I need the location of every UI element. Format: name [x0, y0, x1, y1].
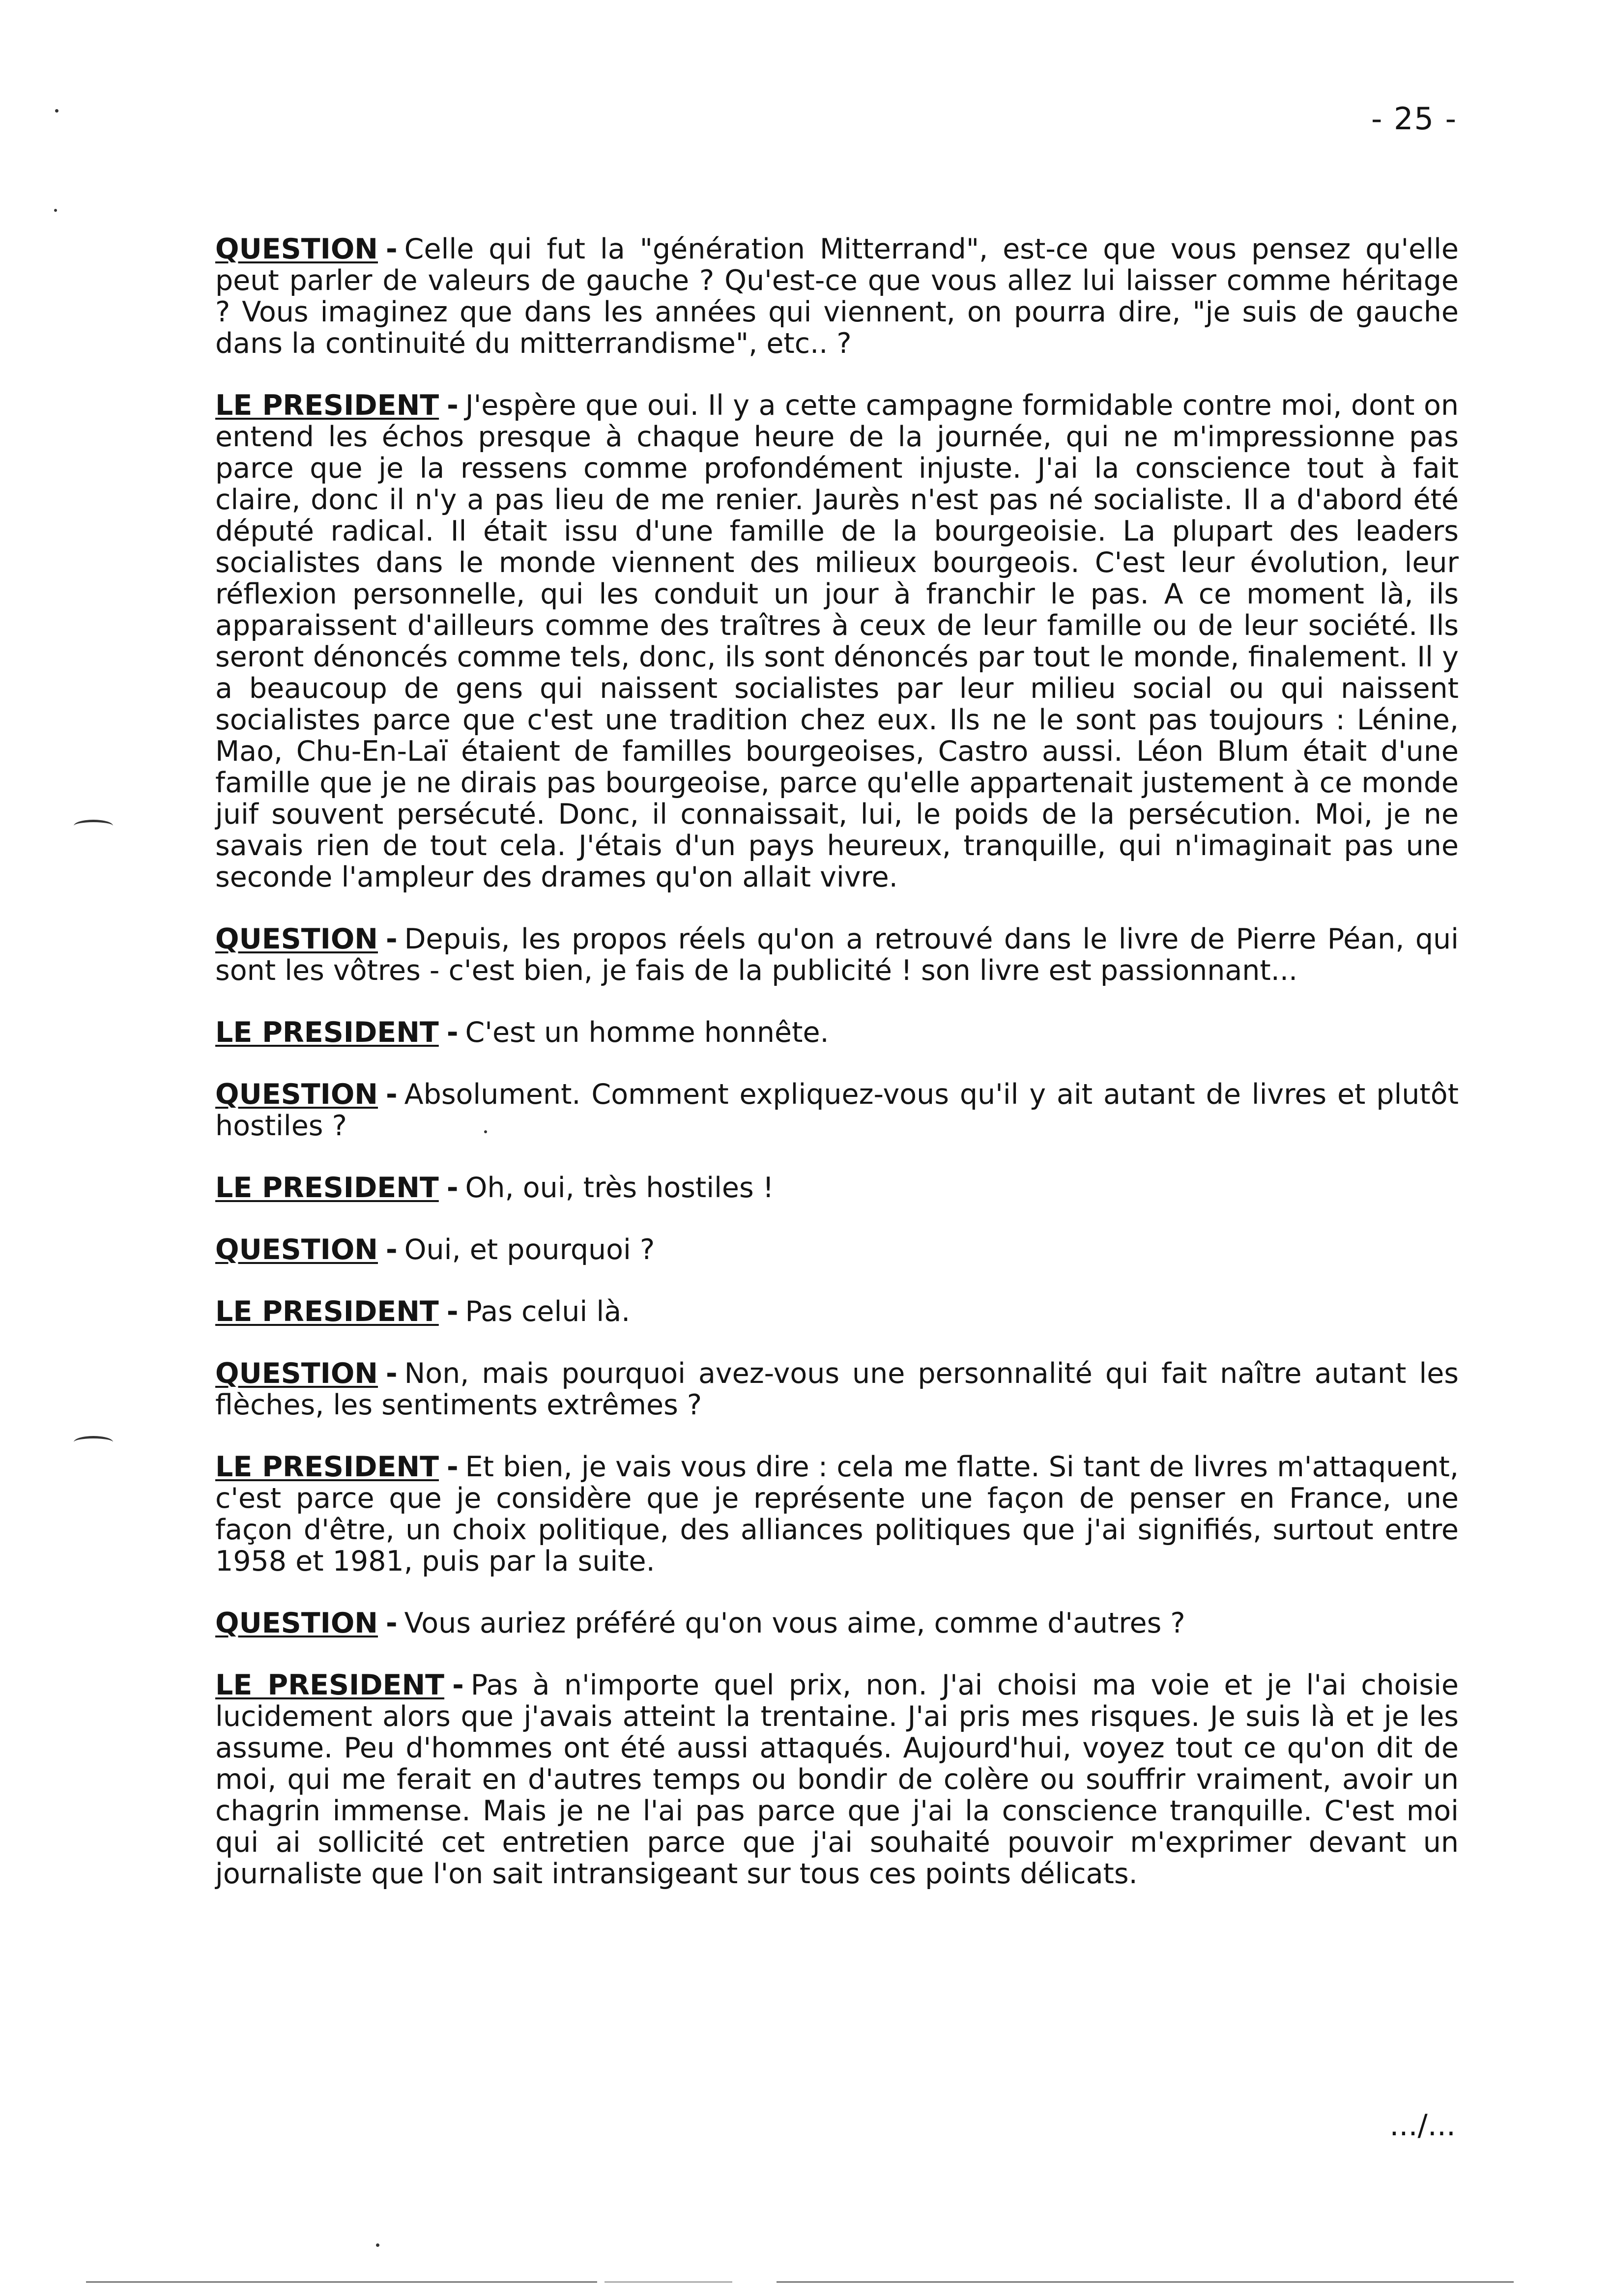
speaker-dash: - — [446, 1172, 459, 1204]
scan-mark — [74, 820, 113, 832]
dialogue-text: Oui, et pourquoi ? — [404, 1234, 655, 1266]
dialogue-paragraph — [215, 1017, 1459, 1048]
dialogue-text: Vous auriez préféré qu'on vous aime, comme d'autres ? — [404, 1607, 1185, 1639]
speaker-dash: - — [385, 1078, 398, 1111]
speaker-dash: - — [452, 1669, 464, 1701]
speaker-dash: - — [385, 923, 398, 955]
dialogue-paragraph — [215, 1234, 1459, 1265]
dialogue-paragraph — [215, 390, 1459, 893]
scan-speck — [55, 109, 58, 113]
speaker-label: LE PRESIDENT — [215, 1669, 445, 1701]
dialogue-paragraph — [215, 1358, 1459, 1421]
speaker-label: LE PRESIDENT — [215, 1295, 439, 1328]
dialogue-paragraph — [215, 1607, 1459, 1639]
speaker-label: QUESTION — [215, 1078, 378, 1111]
speaker-label: QUESTION — [215, 1234, 378, 1266]
scan-speck — [376, 2243, 379, 2247]
speaker-label: LE PRESIDENT — [215, 1016, 439, 1049]
speaker-dash: - — [446, 1295, 459, 1328]
dialogue-paragraph — [215, 1079, 1459, 1142]
speaker-label: LE PRESIDENT — [215, 1451, 439, 1483]
dialogue-text: Et bien, je vais vous dire : cela me flatte. Si tant de livres m'attaquent, c'est parce que je considère que je représente une façon de penser en France, une façon d'être, un choix politique, des alliances politiques que j'ai signifiés, surtout entre 1958 et 1981, puis par la suite. — [215, 1451, 1459, 1578]
speaker-label: QUESTION — [215, 1607, 378, 1639]
speaker-dash: - — [385, 233, 398, 265]
scan-mark — [74, 1436, 113, 1448]
continuation-mark: .../... — [1389, 2108, 1456, 2143]
dialogue-paragraph — [215, 1296, 1459, 1327]
dialogue-text: Pas celui là. — [465, 1295, 631, 1328]
dialogue-text: Oh, oui, très hostiles ! — [465, 1172, 774, 1204]
dialogue-text: Non, mais pourquoi avez-vous une personnalité qui fait naître autant les flèches, les sentiments extrêmes ? — [215, 1357, 1459, 1421]
speaker-label: QUESTION — [215, 1357, 378, 1390]
dialogue-paragraph — [215, 1172, 1459, 1204]
speaker-dash: - — [446, 1016, 459, 1049]
dialogue-paragraph — [215, 233, 1459, 359]
speaker-dash: - — [447, 389, 459, 422]
dialogue-text: Celle qui fut la "génération Mitterrand", est-ce que vous pensez qu'elle peut parler de valeurs de gauche ? Qu'est-ce que vous allez lui laisser comme héritage ? Vous imaginez que dans les années qui viennent, on pourra dire, "je suis de gauche dans la continuité du mitterrandisme", etc.. ? — [215, 233, 1459, 360]
speaker-label: LE PRESIDENT — [215, 1172, 439, 1204]
speaker-label: LE PRESIDENT — [215, 389, 439, 422]
scan-edge-line — [777, 2281, 1514, 2283]
speaker-dash: - — [385, 1234, 398, 1266]
dialogue-text: J'espère que oui. Il y a cette campagne formidable contre moi, dont on entend les échos presque à chaque heure de la journée, qui ne m'impressionne pas parce que je la ressens comme profondément injuste. J'ai la conscience tout à fait claire, donc il n'y a pas lieu de me renier. Jaurès n'est pas né socialiste. Il a d'abord été député radical. Il était issu d'une famille de la bourgeoisie. La plupart des leaders socialistes dans le monde viennent des milieux bourgeois. C'est leur évolution, leur réflexion personnelle, qui les conduit un jour à franchir le pas. A ce moment là, ils apparaissent d'ailleurs comme des traîtres à ceux de leur famille ou de leur société. Ils seront dénoncés comme tels, donc, ils sont dénoncés par tout le monde, finalement. Il y a beaucoup de gens qui naissent socialistes par leur milieu social ou qui naissent socialistes parce que c'est une tradition chez eux. Ils ne le sont pas toujours : Lénine, Mao, Chu-En-Laï étaient de familles bourgeoises, Castro aussi. Léon Blum était d'une famille que je ne dirais pas bourgeoise, parce qu'elle appartenait justement à ce monde juif souvent persécuté. Donc, il connaissait, lui, le poids de la persécution. Moi, je ne savais rien de tout cela. J'étais d'un pays heureux, tranquille, qui n'imaginait pas une seconde l'ampleur des drames qu'on allait vivre. — [215, 389, 1459, 893]
speaker-dash: - — [446, 1451, 459, 1483]
dialogue-text: C'est un homme honnête. — [465, 1016, 829, 1049]
dialogue-paragraph — [215, 1669, 1459, 1890]
dialogue-text: Pas à n'importe quel prix, non. J'ai choisi ma voie et je l'ai choisie lucidement alors que j'avais atteint la trentaine. J'ai pris mes risques. Je suis là et je les assume. Peu d'hommes ont été aussi attaqués. Aujourd'hui, voyez tout ce qu'on dit de moi, qui me ferait en d'autres temps ou bondir de colère ou souffrir vraiment, avoir un chagrin immense. Mais je ne l'ai pas parce que j'ai la conscience tranquille. C'est moi qui ai sollicité cet entretien parce que j'ai souhaité pouvoir m'exprimer devant un journaliste que l'on sait intransigeant sur tous ces points délicats. — [215, 1669, 1459, 1890]
dialogue-paragraph — [215, 1451, 1459, 1577]
scan-speck — [54, 209, 57, 212]
speaker-label: QUESTION — [215, 233, 378, 265]
scan-edge-line — [86, 2281, 597, 2283]
scan-edge-line — [604, 2281, 732, 2283]
dialogue-text: Depuis, les propos réels qu'on a retrouvé dans le livre de Pierre Péan, qui sont les vôtres - c'est bien, je fais de la publicité ! son livre est passionnant... — [215, 923, 1459, 987]
page-number: - 25 - — [1371, 101, 1457, 137]
speaker-label: QUESTION — [215, 923, 378, 955]
speaker-dash: - — [385, 1357, 398, 1390]
transcript-body — [215, 233, 1459, 1920]
dialogue-paragraph — [215, 923, 1459, 986]
dialogue-text: Absolument. Comment expliquez-vous qu'il y ait autant de livres et plutôt hostiles ? — [215, 1078, 1459, 1142]
speaker-dash: - — [385, 1607, 398, 1639]
